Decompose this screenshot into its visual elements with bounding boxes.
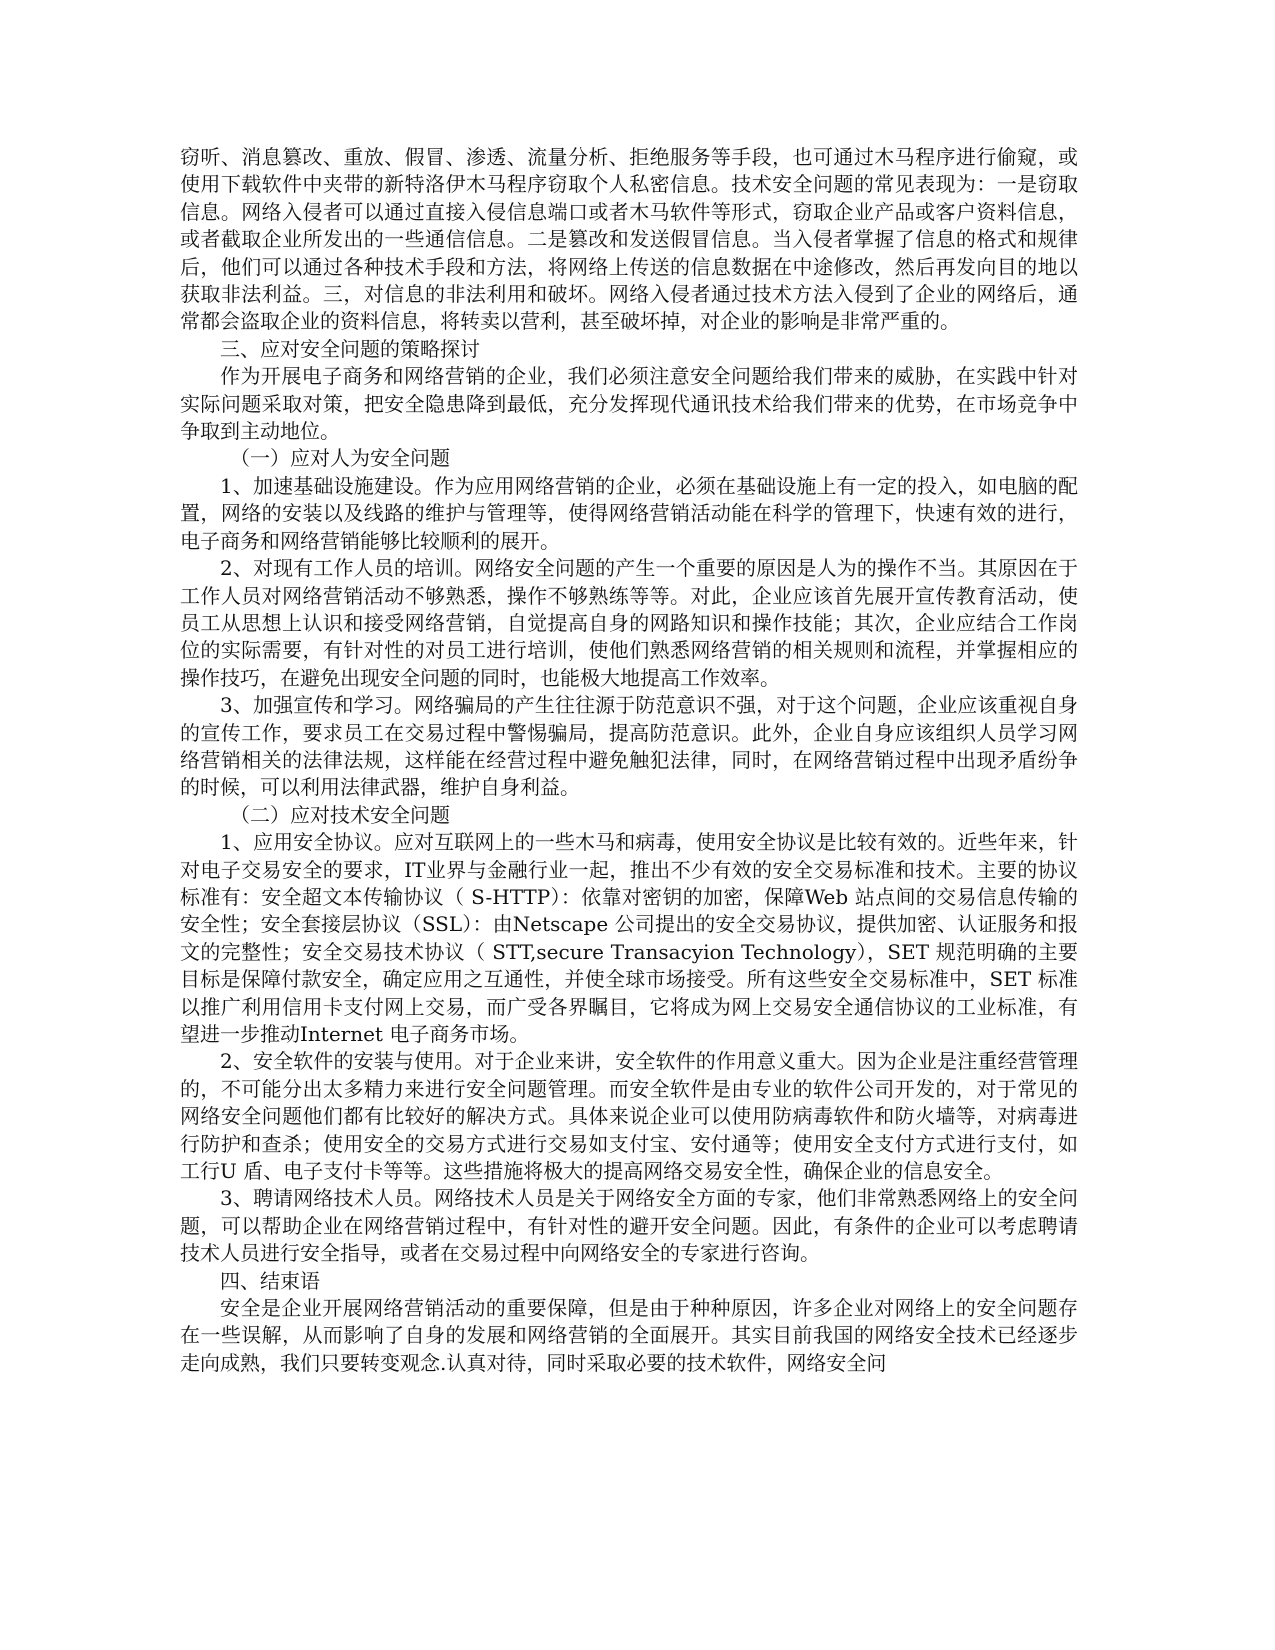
section-heading-4: 四、结束语 [220,1268,320,1293]
paragraph-security-software: 2、安全软件的安装与使用。对于企业来讲，安全软件的作用意义重大。因为企业是注重经营管理的，不可能分出太多精力来进行安全问题管理。而安全软件是由专业的软件公司开发的，对于常见的网络安全问题他们都有比较好的解决方式。具体来说企业可以使用防病毒软件和防火墙等，对病毒进行防护和查杀；使用安全的交易方式进行交易如支付宝、安付通等；使用安全支付方式进行支付，如工行U 盾、电子支付卡等等。这些措施将极大的提高网络交易安全性，确保企业的信息安全。 [180,1049,1078,1184]
paragraph-security-protocols: 1、应用安全协议。应对互联网上的一些木马和病毒，使用安全协议是比较有效的。近些年来，针对电子交易安全的要求，IT业界与金融行业一起，推出不少有效的安全交易标准和技术。主要的协议标准有：安全超文本传输协议（ S-HTTP）：依靠对密钥的加密，保障Web 站点间的交易信息传输的安全性；安全套接层协议（SSL）：由Netscape 公司提出的安全交易协议，提供加密、认证服务和报文的完整性；安全交易技术协议（ STT,secure Transacyion Technology），SET 规范明确的主要目标是保障付款安全，确定应用之互通性，并使全球市场接受。所有这些安全交易标准中，SET 标准以推广利用信用卡支付网上交易，而广受各界瞩目，它将成为网上交易安全通信协议的工业标准，有望进一步推动Internet 电子商务市场。 [180,830,1078,1046]
subheading-human-security: （一）应对人为安全问题 [230,446,450,471]
paragraph-strategy-intro: 作为开展电子商务和网络营销的企业，我们必须注意安全问题给我们带来的威胁，在实践中针对实际问题采取对策，把安全隐患降到最低，充分发挥现代通讯技术给我们带来的优势，在市场竞争中争取到主动地位。 [180,364,1078,444]
paragraph-conclusion: 安全是企业开展网络营销活动的重要保障，但是由于种种原因，许多企业对网络上的安全问题存在一些误解，从而影响了自身的发展和网络营销的全面展开。其实目前我国的网络安全技术已经逐步走向成熟，我们只要转变观念.认真对待，同时采取必要的技术软件，网络安全问 [180,1296,1078,1375]
paragraph-staff-training: 2、对现有工作人员的培训。网络安全问题的产生一个重要的原因是人为的操作不当。其原因在于工作人员对网络营销活动不够熟悉，操作不够熟练等等。对此，企业应该首先展开宣传教育活动，使员工从思想上认识和接受网络营销，自觉提高自身的网路知识和操作技能；其次，企业应结合工作岗位的实际需要，有针对性的对员工进行培训，使他们熟悉网络营销的相关规则和流程，并掌握相应的操作技巧，在避免出现安全问题的同时，也能极大地提高工作效率。 [180,556,1078,690]
subheading-technical-security: （二）应对技术安全问题 [230,802,450,827]
paragraph-hire-technicians: 3、聘请网络技术人员。网络技术人员是关于网络安全方面的专家，他们非常熟悉网络上的安全问题，可以帮助企业在网络营销过程中，有针对性的避开安全问题。因此，有条件的企业可以考虑聘请技术人员进行安全指导，或者在交易过程中向网络安全的专家进行咨询。 [180,1186,1078,1266]
paragraph-infrastructure: 1、加速基础设施建设。作为应用网络营销的企业，必须在基础设施上有一定的投入，如电脑的配置，网络的安装以及线路的维护与管理等，使得网络营销活动能在科学的管理下，快速有效的进行，电子商务和网络营销能够比较顺利的展开。 [180,473,1078,553]
document-body [180,144,1078,1377]
paragraph-technical-threats: 窃听、消息篡改、重放、假冒、渗透、流量分析、拒绝服务等手段，也可通过木马程序进行偷窥，或使用下载软件中夹带的新特洛伊木马程序窃取个人私密信息。技术安全问题的常见表现为：一是窃取信息。网络入侵者可以通过直接入侵信息端口或者木马软件等形式，窃取企业产品或客户资料信息，或者截取企业所发出的一些通信信息。二是篡改和发送假冒信息。当入侵者掌握了信息的格式和规律后，他们可以通过各种技术手段和方法，将网络上传送的信息数据在中途修改，然后再发向目的地以获取非法利益。三，对信息的非法利用和破坏。网络入侵者通过技术方法入侵到了企业的网络后，通常都会盗取企业的资料信息，将转卖以营利，甚至破坏掉，对企业的影响是非常严重的。 [180,145,1078,334]
paragraph-publicity-learning: 3、加强宣传和学习。网络骗局的产生往往源于防范意识不强，对于这个问题，企业应该重视自身的宣传工作，要求员工在交易过程中警惕骗局，提高防范意识。此外，企业自身应该组织人员学习网络营销相关的法律法规，这样能在经营过程中避免触犯法律，同时，在网络营销过程中出现矛盾纷争的时候，可以利用法律武器，维护自身利益。 [180,693,1078,800]
section-heading-3: 三、应对安全问题的策略探讨 [220,336,480,361]
